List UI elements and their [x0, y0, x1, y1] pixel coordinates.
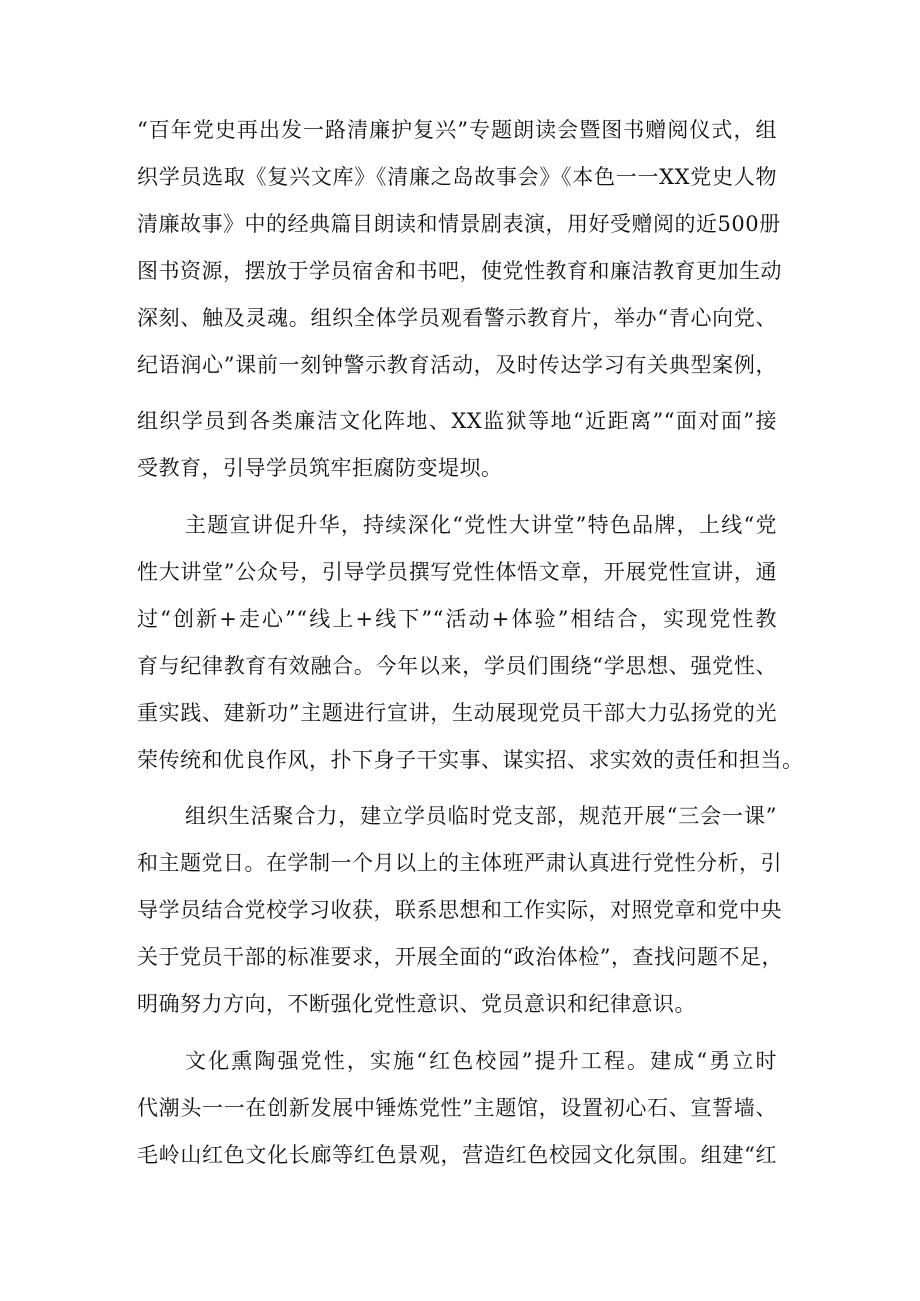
text-line: 过“创新+走心”“线上+线下”“活动+体验”相结合，实现党性教 [137, 607, 777, 631]
text-line: 关于党员干部的标准要求，开展全面的“政治体检”，查找问题不足， [137, 945, 783, 969]
text-line: 图书资源，摆放于学员宿舍和书吧，使党性教育和廉洁教育更加生动 [137, 259, 782, 283]
text-line: 织学员选取《复兴文库》《清廉之岛故事会》《本色一一XX党史人物 [137, 165, 777, 189]
paragraph-first-line: 组织生活聚合力，建立学员临时党支部，规范开展“三会一课” [185, 804, 777, 828]
text-line: 性大讲堂”公众号，引导学员撰写党性体悟文章，开展党性宣讲，通 [137, 560, 777, 584]
text-line: 纪语润心”课前一刻钟警示教育活动，及时传达学习有关典型案例， [137, 353, 777, 377]
text-line: 育与纪律教育有效融合。今年以来，学员们围绕“学思想、强党性、 [137, 654, 777, 678]
text-line: 和主题党日。在学制一个月以上的主体班严肃认真进行党性分析，引 [137, 851, 782, 875]
text-line: 深刻、触及灵魂。组织全体学员观看警示教育片，举办“青心向党、 [137, 306, 777, 330]
text-line: 重实践、建新功”主题进行宣讲，生动展现党员干部大力弘扬党的光 [137, 701, 777, 725]
text-line: 荣传统和优良作风，扑下身子干实事、谋实招、求实效的责任和担当。 [137, 748, 804, 772]
text-line: 受教育，引导学员筑牢拒腐防变堤坝。 [137, 456, 503, 480]
text-line: “百年党史再出发一路清廉护复兴”专题朗读会暨图书赠阅仪式，组 [137, 118, 777, 142]
paragraph-first-line: 文化熏陶强党性，实施“红色校园”提升工程。建成“勇立时 [185, 1049, 777, 1073]
text-line: 导学员结合党校学习收获，联系思想和工作实际，对照党章和党中央 [137, 898, 782, 922]
text-line: 明确努力方向，不断强化党性意识、党员意识和纪律意识。 [137, 992, 696, 1016]
text-line: 清廉故事》中的经典篇目朗读和情景剧表演，用好受赠阅的近500册 [137, 212, 781, 236]
text-line: 组织学员到各类廉洁文化阵地、XX监狱等地“近距离”“面对面”接 [137, 409, 777, 433]
text-line: 代潮头一一在创新发展中锤炼党性”主题馆，设置初心石、宣誓墙、 [137, 1096, 777, 1120]
paragraph-first-line: 主题宣讲促升华，持续深化“党性大讲堂”特色品牌，上线“党 [185, 513, 777, 537]
text-line: 毛岭山红色文化长廊等红色景观，营造红色校园文化氛围。组建“红 [137, 1143, 777, 1167]
